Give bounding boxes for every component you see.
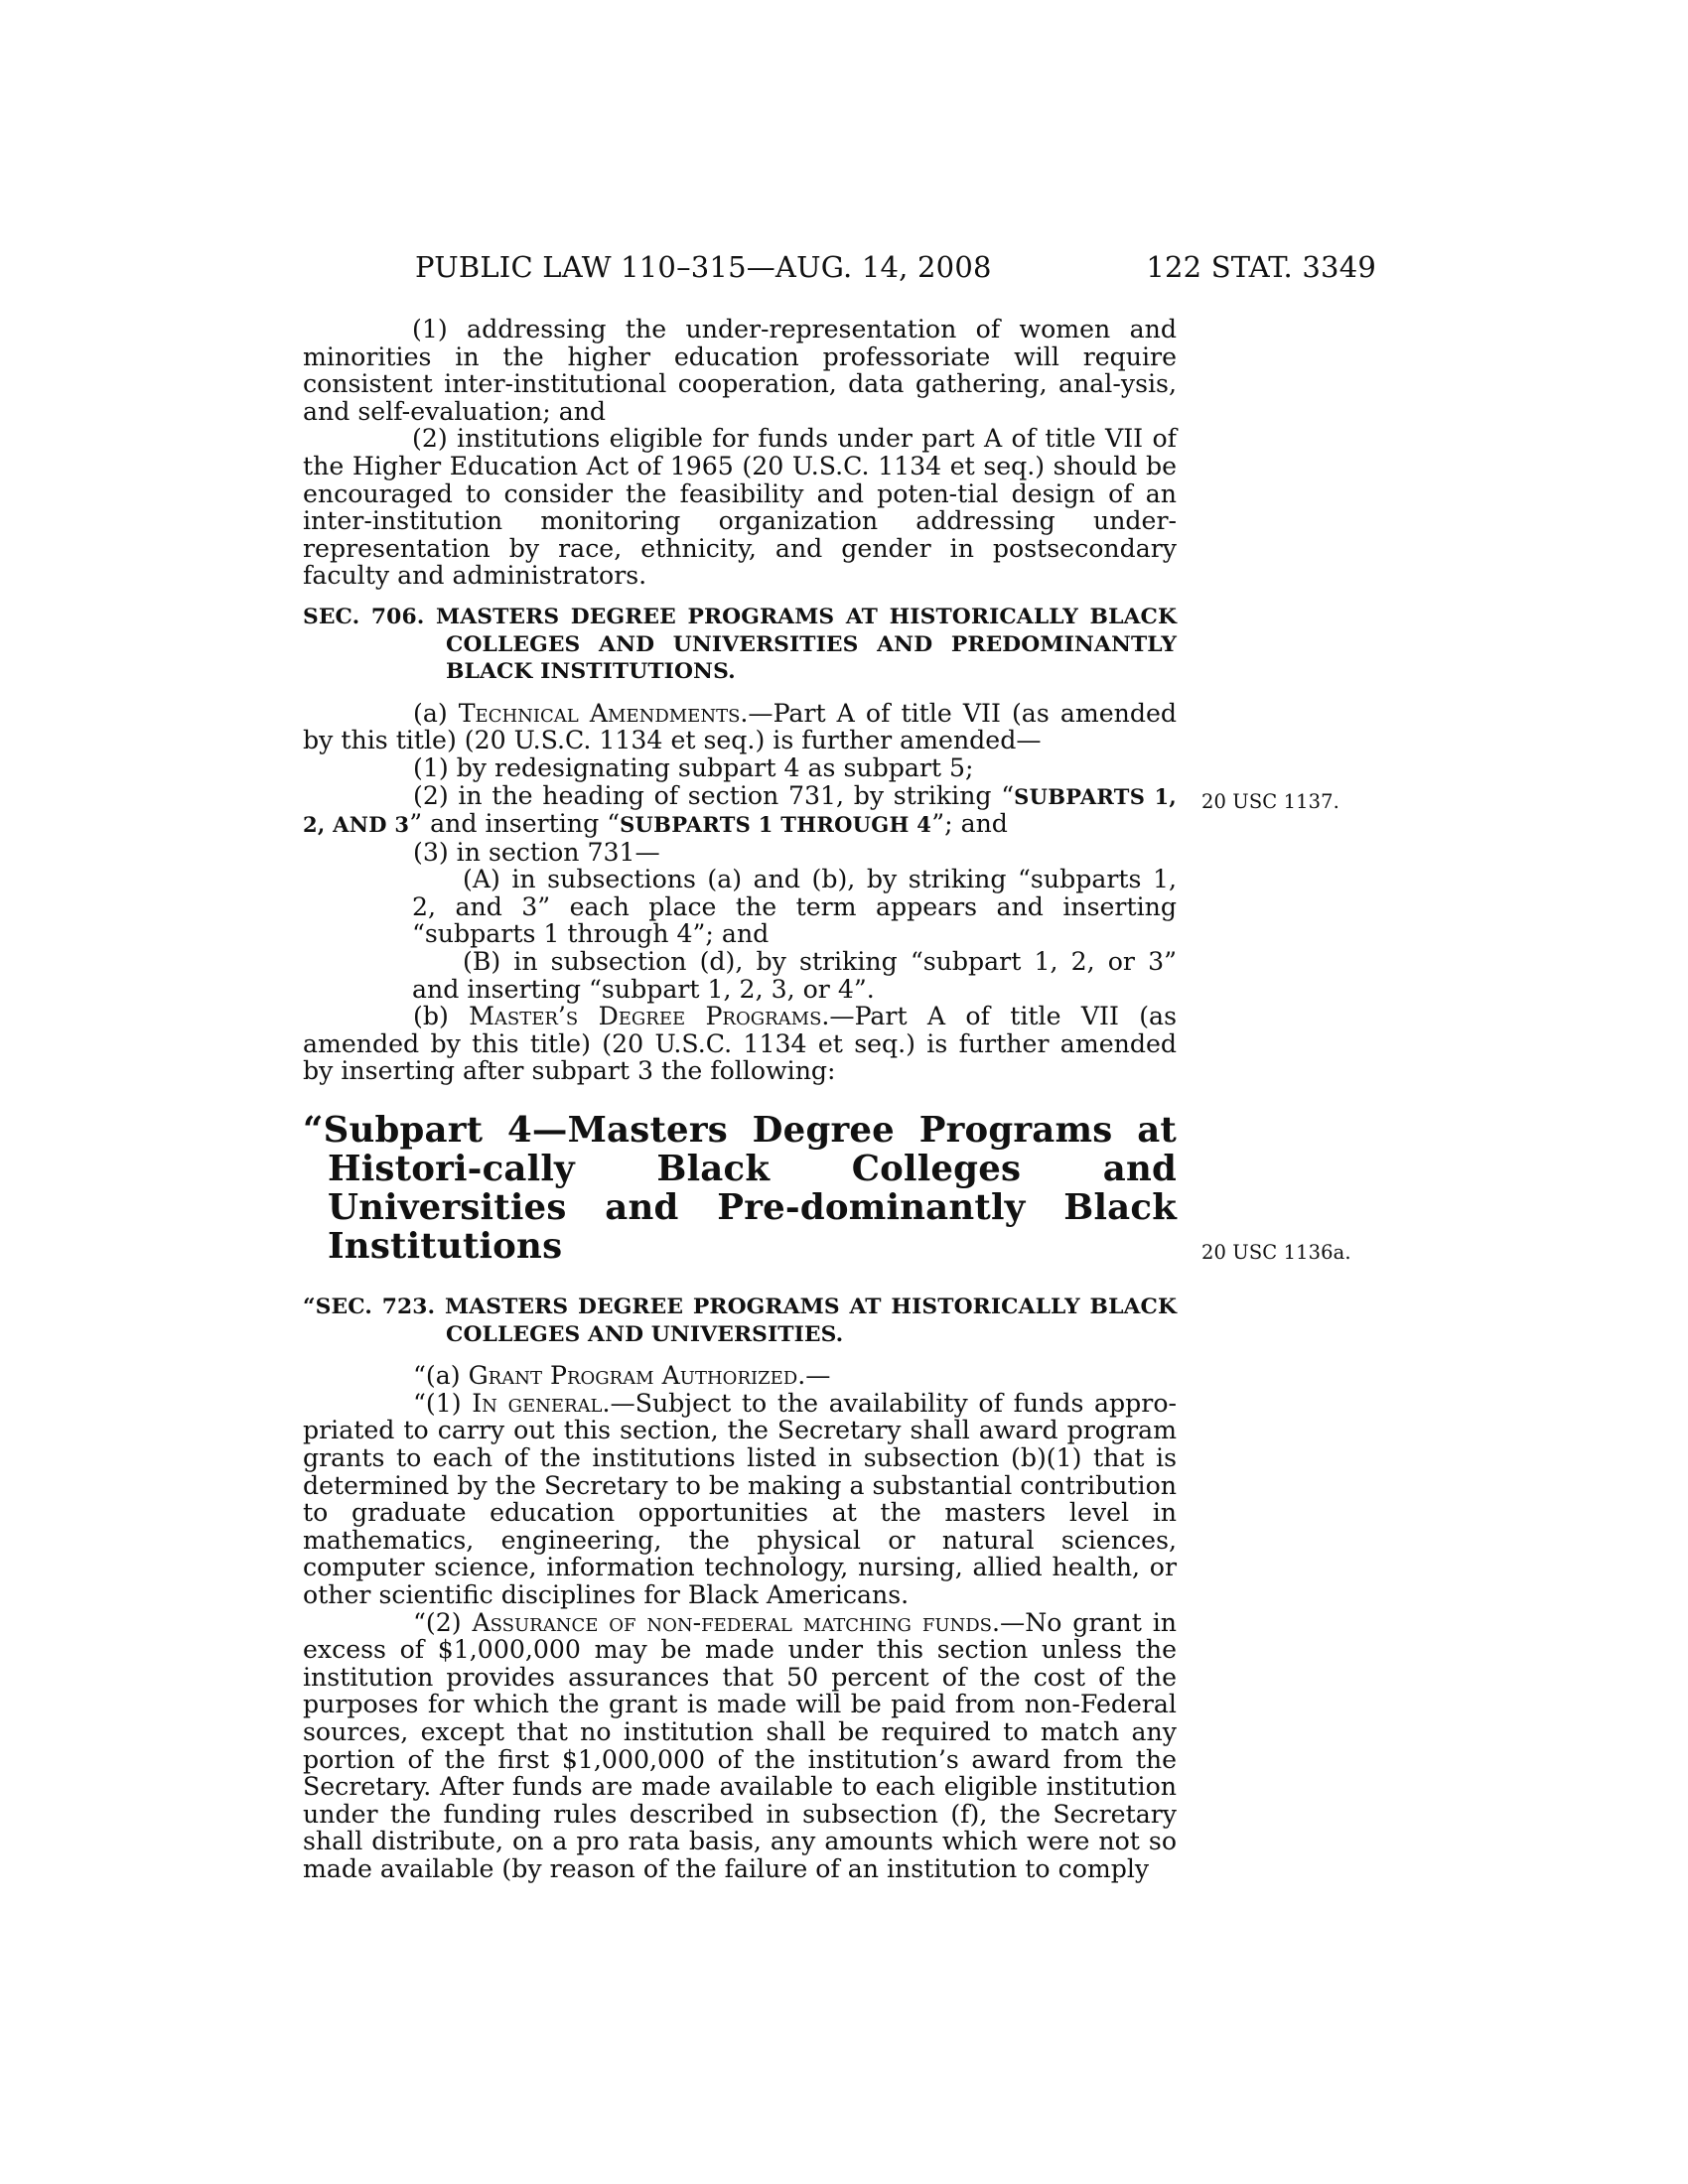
margin-note-usc-1137: 20 USC 1137.: [1201, 790, 1339, 813]
g1-prefix: “(1): [413, 1388, 473, 1418]
paragraph-a3: (3) in section 731—: [413, 837, 660, 867]
paragraph-a3B: (B) in subsection (d), by striking “subpart 1, 2, or 3” and inserting “subpart 1, 2, 3, or 4”.: [412, 947, 1177, 1004]
body-column: [303, 316, 1177, 1883]
paragraph-masters-degree-programs: [303, 1003, 1177, 1085]
a2-mid: ” and inserting “: [409, 809, 621, 839]
paragraph-a2: [303, 782, 1177, 839]
paragraph-finding-2: (2) institutions eligible for funds under part A of title VII of the Higher Education Act of 1965 (20 U.S.C. 1134 et seq.) should be encouraged to consider the feasibility and poten-tial design of an inter-institution monitoring organization addressing under-representation by race, ethnicity, and gender in postsecondary faculty and administrators.: [303, 424, 1177, 591]
section-706-heading: SEC. 706. MASTERS DEGREE PROGRAMS AT HISTORICALLY BLACK COLLEGES AND UNIVERSITIES AND PREDOMINANTLY BLACK INSTITUTIONS.: [303, 604, 1177, 685]
stat-page-number: 122 STAT. 3349: [1146, 250, 1376, 284]
a2-prefix: (2) in the heading of section 731, by striking “: [413, 780, 1015, 810]
subsection-a-caption: Technical Amendments: [458, 698, 741, 728]
paragraph-grant-program-authorized: [303, 1362, 1177, 1390]
a2-inserted-heading: SUBPARTS 1 THROUGH 4: [620, 812, 932, 838]
g2-caption: Assurance of non-federal matching funds: [472, 1607, 993, 1637]
subsection-b-text: .—Part A of title VII (as amended by this title) (20 U.S.C. 1134 et seq.) is further amended by inserting after subpart 3 the following:: [303, 1002, 1177, 1086]
g1-caption: In general: [472, 1388, 603, 1418]
ga-caption: Grant Program Authorized: [468, 1361, 798, 1391]
paragraph-in-general: [303, 1390, 1177, 1609]
subpart-4-heading: “Subpart 4—Masters Degree Programs at Histori-cally Black Colleges and Universities and Pre-dominantly Black Institutions: [303, 1110, 1177, 1268]
paragraph-a3A: (A) in subsections (a) and (b), by striking “subparts 1, 2, and 3” each place the term appears and inserting “subparts 1 through 4”; and: [412, 865, 1177, 949]
paragraph-technical-amendments: [303, 700, 1177, 754]
subsection-a-label: (a): [413, 698, 459, 728]
law-title: PUBLIC LAW 110–315—AUG. 14, 2008: [415, 250, 992, 284]
paragraph-matching-funds: [303, 1609, 1177, 1883]
subsection-a-text: .—Part A of title VII (as amended by this title) (20 U.S.C. 1134 et seq.) is further amended—: [303, 698, 1177, 755]
section-723-heading: “SEC. 723. MASTERS DEGREE PROGRAMS AT HISTORICALLY BLACK COLLEGES AND UNIVERSITIES.: [303, 1295, 1177, 1347]
margin-note-usc-1136a: 20 USC 1136a.: [1201, 1241, 1351, 1264]
g2-text: .—No grant in excess of $1,000,000 may be made under this section unless the institution provides assurances that 50 percent of the cost of the purposes for which the grant is made will be paid from non-Federal sources, except that no institution shall be required to match any portion of the first $1,000,000 of the institution’s award from the Secretary. After funds are made available to each eligible institution under the funding rules described in subsection (f), the Secretary shall distribute, on a pro rata basis, any amounts which were not so made available (by reason of the failure of an institution to comply: [303, 1607, 1178, 1883]
a2-struck-heading: SUBPARTS 1, 2, AND 3: [303, 783, 1177, 838]
paragraph-finding-1: (1) addressing the under-representation of women and minorities in the higher education professoriate will require consistent inter-institutional cooperation, data gathering, anal-ysis, and self-evaluation; and: [303, 315, 1177, 426]
a2-suffix: ”; and: [931, 809, 1008, 839]
paragraph-a1: (1) by redesignating subpart 4 as subpart 5;: [413, 752, 974, 782]
ga-dash: .—: [797, 1361, 831, 1391]
g1-text: .—Subject to the availability of funds appro-priated to carry out this section, the Secretary shall award program grants to each of the institutions listed in subsection (b)(1) that is determined by the Secretary to be making a substantial contribution to graduate education opportunities at the masters level in mathematics, engineering, the physical or natural sciences, computer science, information technology, nursing, allied health, or other scientific disciplines for Black Americans.: [303, 1388, 1178, 1609]
ga-prefix: “(a): [413, 1361, 469, 1391]
subsection-b-label: (b): [413, 1002, 470, 1031]
g2-prefix: “(2): [413, 1607, 473, 1637]
subsection-b-caption: Master’s Degree Programs: [469, 1002, 822, 1031]
running-head: [415, 250, 1376, 290]
